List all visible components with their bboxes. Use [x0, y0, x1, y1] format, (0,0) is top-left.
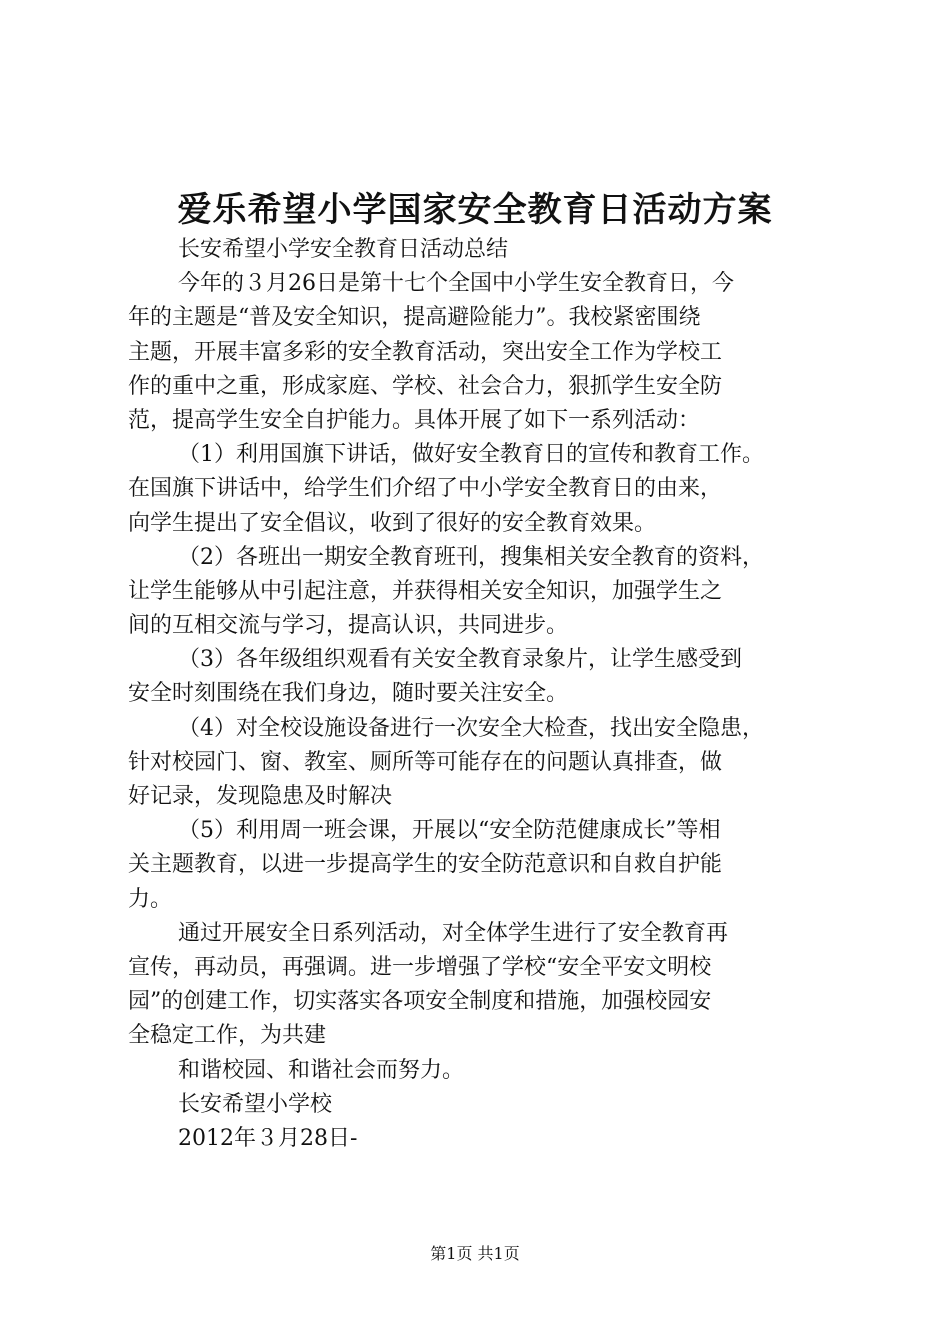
body-line: 间的互相交流与学习，提高认识，共同进步。 — [128, 613, 569, 639]
body-line: 和谐校园、和谐社会而努力。 — [178, 1057, 465, 1083]
body-line: 长安希望小学安全教育日活动总结 — [178, 237, 509, 262]
body-line: 好记录，发现隐患及时解决 — [128, 784, 393, 809]
body-line: 安全时刻围绕在我们身边，随时要关注安全。 — [128, 681, 569, 707]
body-line: （5）利用周一班会课，开展以“安全防范健康成长”等相 — [178, 818, 721, 844]
body-line: 让学生能够从中引起注意，并获得相关安全知识，加强学生之 — [128, 578, 723, 604]
body-line: 主题，开展丰富多彩的安全教育活动，突出安全工作为学校工 — [128, 339, 723, 365]
body-line: 2012年３月28日- — [178, 1125, 358, 1151]
body-line: 力。 — [128, 886, 173, 912]
body-line: 长安希望小学校 — [178, 1091, 333, 1117]
body-line: （1）利用国旗下讲话，做好安全教育日的宣传和教育工作。 — [178, 442, 764, 468]
body-line: （2）各班出一期安全教育班刊，搜集相关安全教育的资料， — [178, 544, 764, 570]
body-line: 作的重中之重，形成家庭、学校、社会合力，狠抓学生安全防 — [128, 373, 723, 399]
body-line: 范，提高学生安全自护能力。具体开展了如下一系列活动： — [128, 407, 701, 433]
document-title: 爱乐希望小学国家安全教育日活动方案 — [177, 190, 773, 230]
body-line: 针对校园门、窗、教室、厕所等可能存在的问题认真排查，做 — [128, 749, 723, 775]
body-line: 向学生提出了安全倡议，收到了很好的安全教育效果。 — [128, 510, 657, 536]
body-line: 园”的创建工作，切实落实各项安全制度和措施，加强校园安 — [128, 989, 712, 1015]
body-line: 在国旗下讲话中，给学生们介绍了中小学安全教育日的由来， — [128, 476, 723, 502]
body-line: 宣传，再动员，再强调。进一步增强了学校“安全平安文明校 — [128, 954, 712, 980]
body-line: （4）对全校设施设备进行一次安全大检查，找出安全隐患， — [178, 715, 764, 741]
body-line: 关主题教育，以进一步提高学生的安全防范意识和自救自护能 — [128, 852, 723, 878]
body-line: 通过开展安全日系列活动，对全体学生进行了安全教育再 — [178, 920, 729, 946]
page-footer: 第1页 共1页 — [430, 1244, 520, 1263]
body-line: 年的主题是“普及安全知识，提高避险能力”。我校紧密围绕 — [128, 305, 701, 331]
body-line: 今年的３月26日是第十七个全国中小学生安全教育日，今 — [178, 271, 734, 297]
body-line: （3）各年级组织观看有关安全教育录象片，让学生感受到 — [178, 647, 742, 673]
body-line: 全稳定工作，为共建 — [128, 1023, 327, 1049]
document-body — [128, 233, 833, 1156]
